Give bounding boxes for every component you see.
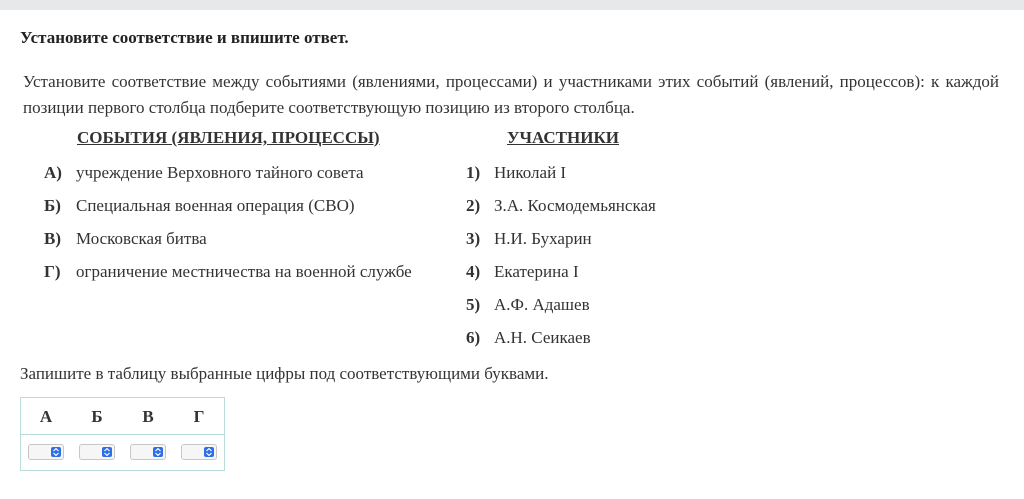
answer-header-a: А: [39, 407, 53, 426]
answer-header-g: Г: [193, 407, 205, 426]
task-title: Установите соответствие и впишите ответ.: [20, 28, 349, 47]
answer-select-v[interactable]: [130, 444, 166, 460]
event-key: Г): [44, 262, 61, 281]
select-arrows-icon: [204, 447, 214, 457]
top-bar: [0, 0, 1024, 10]
participant-text: А.Ф. Адашев: [494, 295, 590, 314]
event-text: Московская битва: [76, 229, 207, 248]
answer-select-g[interactable]: [181, 444, 217, 460]
select-arrows-icon: [153, 447, 163, 457]
event-key: Б): [44, 196, 61, 215]
participant-text: Николай I: [494, 163, 567, 182]
answer-instruction: Запишите в таблицу выбранные цифры под соответствующими буквами.: [20, 364, 549, 383]
select-arrows-icon: [102, 447, 112, 457]
participant-key: 1): [466, 163, 481, 182]
participant-text: Н.И. Бухарин: [494, 229, 592, 248]
answer-header-b: Б: [91, 407, 103, 426]
answer-table: [20, 397, 225, 471]
answer-select-a[interactable]: [28, 444, 64, 460]
participant-key: 2): [466, 196, 481, 215]
participant-text: Екатерина I: [494, 262, 579, 281]
participant-text: А.Н. Сеикаев: [494, 328, 591, 347]
answer-table-header: [21, 398, 224, 435]
participant-key: 3): [466, 229, 481, 248]
event-text: ограничение местничества на военной службе: [76, 262, 412, 281]
select-arrows-icon: [51, 447, 61, 457]
task-instructions: Установите соответствие между событиями (явлениями, процессами) и участниками этих событий (явлений, процессов): к каждой позиции первого столбца подберите соответствующую позицию из второго столбца.: [23, 72, 999, 117]
event-text: учреждение Верховного тайного совета: [76, 163, 364, 182]
event-key: В): [44, 229, 61, 248]
participants-heading: УЧАСТНИКИ: [507, 128, 619, 147]
participant-key: 4): [466, 262, 481, 281]
participant-key: 5): [466, 295, 481, 314]
event-key: А): [44, 163, 62, 182]
events-heading: СОБЫТИЯ (ЯВЛЕНИЯ, ПРОЦЕССЫ): [77, 128, 380, 147]
answer-header-v: В: [142, 407, 154, 426]
participant-text: З.А. Космодемьянская: [494, 196, 656, 215]
event-text: Специальная военная операция (СВО): [76, 196, 355, 215]
participant-key: 6): [466, 328, 481, 347]
answer-select-b[interactable]: [79, 444, 115, 460]
